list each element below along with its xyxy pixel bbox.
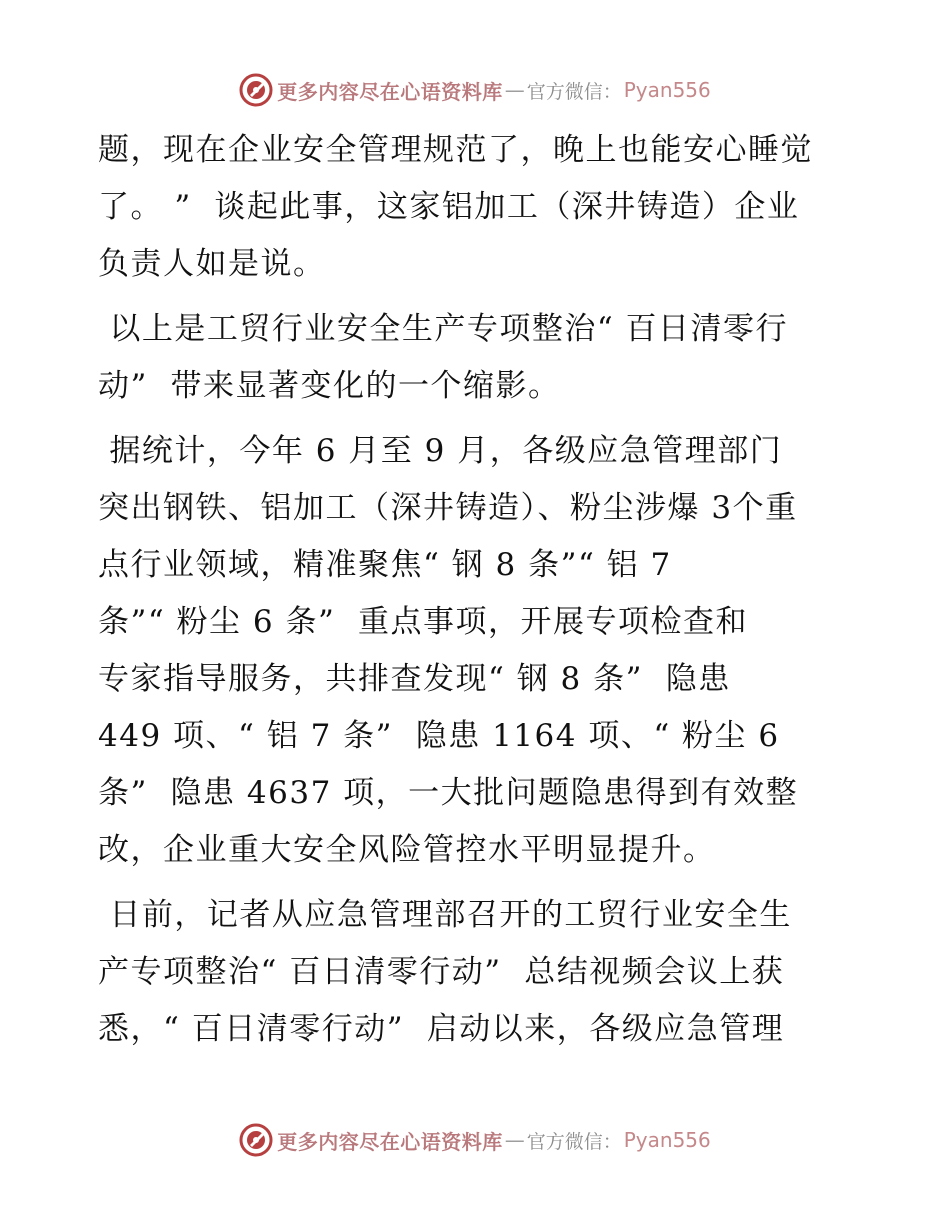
text-line: 了。 ” 谈起此事，这家铝加工（深井铸造）企业 bbox=[98, 189, 800, 225]
text-line: 改，企业重大安全风险管控水平明显提升。 bbox=[98, 832, 716, 868]
paragraph-1 bbox=[98, 122, 858, 293]
header-banner bbox=[0, 70, 950, 110]
text-line: 点行业领域，精准聚焦“ 钢 8 条”“ 铝 7 bbox=[98, 547, 672, 583]
footer-wechat-id: Pyan556 bbox=[623, 1128, 711, 1152]
text-line: 日前，记者从应急管理部召开的工贸行业安全生 bbox=[98, 897, 792, 933]
text-line: 负责人如是说。 bbox=[98, 246, 326, 282]
paragraph-3 bbox=[98, 423, 858, 879]
footer-brand-text: 更多内容尽在心语资料库 bbox=[277, 1129, 503, 1154]
text-line: 以上是工贸行业安全生产专项整治“ 百日清零行 bbox=[98, 311, 789, 347]
text-line: 突出钢铁、铝加工（深井铸造）、粉尘涉爆 3个重 bbox=[98, 490, 798, 526]
paragraph-4 bbox=[98, 887, 858, 1058]
footer-dash: — bbox=[504, 1128, 525, 1152]
footer-wechat-label: 官方微信： bbox=[526, 1130, 622, 1153]
footer-banner bbox=[0, 1120, 950, 1160]
brand-logo-icon bbox=[239, 1123, 273, 1157]
header-dash: — bbox=[504, 78, 525, 102]
text-line: 条” 隐患 4637 项，一大批问题隐患得到有效整 bbox=[98, 775, 799, 811]
text-line: 449 项、“ 铝 7 条” 隐患 1164 项、“ 粉尘 6 bbox=[98, 718, 780, 754]
brand-logo-icon bbox=[239, 73, 273, 107]
text-line: 条”“ 粉尘 6 条” 重点事项，开展专项检查和 bbox=[98, 604, 749, 640]
header-brand-text: 更多内容尽在心语资料库 bbox=[277, 79, 503, 104]
header-wechat-label: 官方微信： bbox=[526, 80, 622, 103]
text-line: 悉，“ 百日清零行动” 启动以来，各级应急管理 bbox=[98, 1011, 785, 1047]
text-line: 产专项整治“ 百日清零行动” 总结视频会议上获 bbox=[98, 954, 785, 990]
text-line: 题，现在企业安全管理规范了，晚上也能安心睡觉 bbox=[98, 132, 813, 168]
text-line: 动” 带来显著变化的一个缩影。 bbox=[98, 368, 561, 404]
header-wechat-id: Pyan556 bbox=[623, 78, 711, 102]
document-body bbox=[98, 122, 858, 1058]
paragraph-2 bbox=[98, 301, 858, 415]
text-line: 专家指导服务，共排查发现“ 钢 8 条” 隐患 bbox=[98, 661, 731, 697]
text-line: 据统计，今年 6 月至 9 月，各级应急管理部门 bbox=[98, 433, 783, 469]
